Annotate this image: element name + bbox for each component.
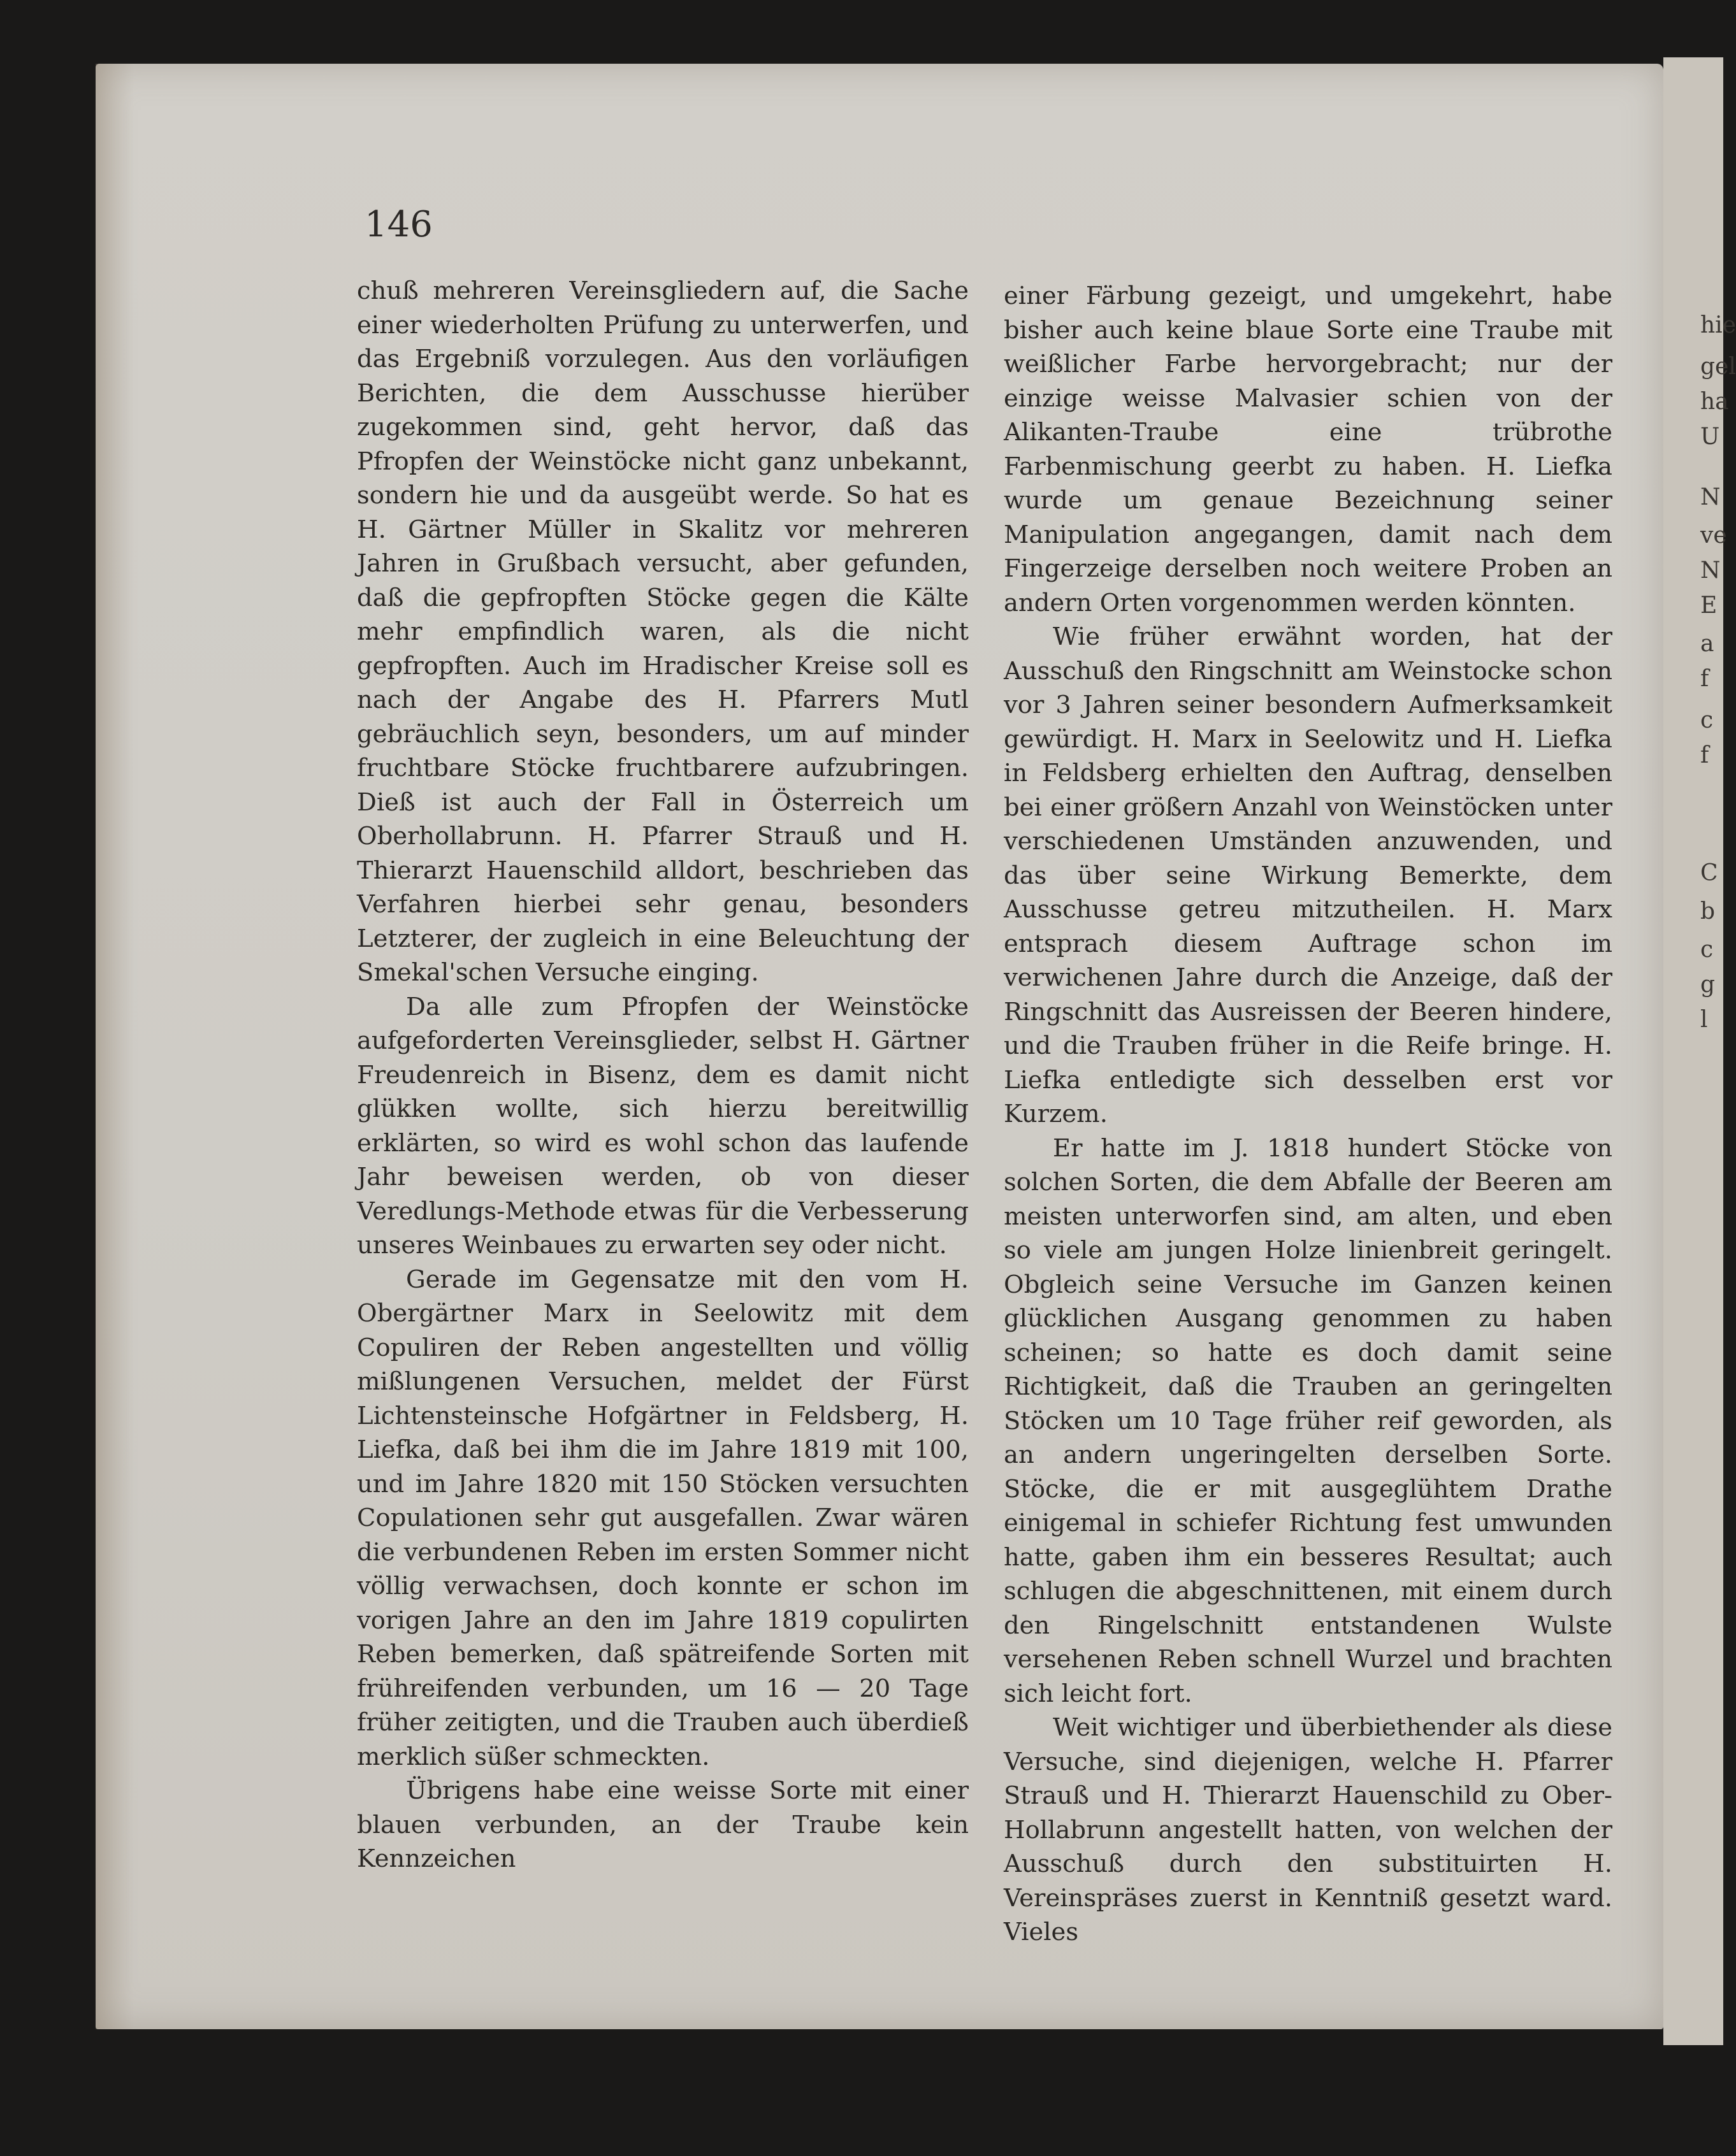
right-column-paragraph: Weit wichtiger und überbiethender als diese Versuche, sind diejenigen, welche H. Pfarrer Strauß und H. Thierarzt Hauenschild zu Ober-Hollabrunn angestellt hatten, von welchen der Ausschuß durch den substituirten H. Vereinspräses zuerst in Kenntniß gesetzt ward. Vieles xyxy=(1004,1713,1612,1946)
facing-page-fragment: U xyxy=(1700,424,1720,450)
right-column-paragraph: Er hatte im J. 1818 hundert Stöcke von solchen Sorten, die dem Abfalle der Beeren am meisten unterworfen sind, am alten, und eben so viele am jungen Holze linienbreit geringelt. Obgleich seine Versuche im Ganzen keinen glücklichen Ausgang genommen zu haben scheinen; so hatte es doch damit seine Richtigkeit, daß die Trauben an geringelten Stöcken um 10 Tage früher reif geworden, als an andern ungeringelten derselben Sorte. Stöcke, die er mit ausgeglühtem Drathe einigemal in schiefer Richtung fest umwunden hatte, gaben ihm ein besseres Resultat; auch schlugen die abgeschnittenen, mit einem durch den Ringelschnitt entstandenen Wulste versehenen Reben schnell Wurzel und brachten sich leicht fort. xyxy=(1004,1133,1612,1708)
facing-page-fragment: N xyxy=(1700,484,1721,510)
facing-page-fragment: hie xyxy=(1700,312,1736,338)
facing-page-fragment: c xyxy=(1700,707,1714,733)
facing-page-fragment: ve xyxy=(1700,522,1727,549)
facing-page-fragment: N xyxy=(1700,557,1721,584)
right-text-column xyxy=(1004,279,1612,1950)
facing-page-fragment: C xyxy=(1700,860,1718,886)
facing-page-fragment: l xyxy=(1700,1007,1708,1033)
right-column-paragraph: einer Färbung gezeigt, und umgekehrt, habe bisher auch keine blaue Sorte eine Traube mit weißlicher Farbe hervorgebracht; nur der einzige weisse Malvasier schien von der Alikanten-Traube eine trübrothe Farbenmischung geerbt zu haben. H. Liefka wurde um genaue Bezeichnung seiner Manipulation angegangen, damit nach dem Fingerzeige derselben noch weitere Proben an andern Orten vorgenommen werden könnten. xyxy=(1004,282,1612,617)
facing-page-fragment: gel xyxy=(1700,354,1736,380)
page-number: 146 xyxy=(365,204,433,245)
facing-page-fragment: f xyxy=(1700,742,1709,768)
left-column-paragraph: Gerade im Gegensatze mit den vom H. Obergärtner Marx in Seelowitz mit dem Copuliren der Reben angestellten und völlig mißlungenen Versuchen, meldet der Fürst Lichtensteinsche Hofgärtner in Feldsberg, H. Liefka, daß bei ihm die im Jahre 1819 mit 100, und im Jahre 1820 mit 150 Stöcken versuchten Copulationen sehr gut ausgefallen. Zwar wären die verbundenen Reben im ersten Sommer nicht völlig verwachsen, doch konnte er schon im vorigen Jahre an den im Jahre 1819 copulirten Reben bemerken, daß spätreifende Sorten mit frühreifenden verbunden, um 16 — 20 Tage früher zeitigten, und die Trauben auch überdieß merklich süßer schmeckten. xyxy=(357,1265,969,1771)
facing-page-fragment: c xyxy=(1700,937,1714,963)
right-column-paragraph: Wie früher erwähnt worden, hat der Ausschuß den Ringschnitt am Weinstocke schon vor 3 Jahren seiner besondern Aufmerksamkeit gewürdigt. H. Marx in Seelowitz und H. Liefka in Feldsberg erhielten den Auftrag, denselben bei einer größern Anzahl von Weinstöcken unter verschiedenen Umständen anzuwenden, und das über seine Wirkung Bemerkte, dem Ausschusse getreu mitzutheilen. H. Marx entsprach diesem Auftrage schon im verwichenen Jahre durch die Anzeige, daß der Ringschnitt das Ausreissen der Beeren hindere, und die Trauben früher in die Reife bringe. H. Liefka entledigte sich desselben erst vor Kurzem. xyxy=(1004,622,1612,1128)
left-text-column xyxy=(357,274,969,1876)
left-column-paragraph: Da alle zum Pfropfen der Weinstöcke aufgeforderten Vereinsglieder, selbst H. Gärtner Freudenreich in Bisenz, dem es damit nicht glükken wollte, sich hierzu bereitwillig erklärten, so wird es wohl schon das laufende Jahr beweisen werden, ob von dieser Veredlungs-Methode etwas für die Verbesserung unseres Weinbaues zu erwarten sey oder nicht. xyxy=(357,992,969,1260)
left-column-paragraph: Übrigens habe eine weisse Sorte mit einer blauen verbunden, an der Traube kein Kennzeichen xyxy=(357,1776,969,1873)
facing-page-fragment: a xyxy=(1700,631,1714,657)
facing-page-fragment: b xyxy=(1700,898,1716,924)
left-column-paragraph: chuß mehreren Vereinsgliedern auf, die Sache einer wiederholten Prüfung zu unterwerfen, und das Ergebniß vorzulegen. Aus den vorläufigen Berichten, die dem Ausschusse hierüber zugekommen sind, geht hervor, daß das Pfropfen der Weinstöcke nicht ganz unbekannt, sondern hie und da ausgeübt werde. So hat es H. Gärtner Müller in Skalitz vor mehreren Jahren in Grußbach versucht, aber gefunden, daß die gepfropften Stöcke gegen die Kälte mehr empfindlich waren, als die nicht gepfropften. Auch im Hradischer Kreise soll es nach der Angabe des H. Pfarrers Mutl gebräuchlich seyn, besonders, um auf minder fruchtbare Stöcke fruchtbarere aufzubringen. Dieß ist auch der Fall in Österreich um Oberhollabrunn. H. Pfarrer Strauß und H. Thierarzt Hauenschild alldort, beschrieben das Verfahren hierbei sehr genau, besonders Letzterer, der zugleich in eine Beleuchtung der Smekal'schen Versuche einging. xyxy=(357,277,969,987)
facing-page-fragment: E xyxy=(1700,593,1718,619)
facing-page-fragment: f xyxy=(1700,666,1709,692)
facing-page-fragment: g xyxy=(1700,972,1716,998)
facing-page-fragment: ha xyxy=(1700,389,1729,415)
